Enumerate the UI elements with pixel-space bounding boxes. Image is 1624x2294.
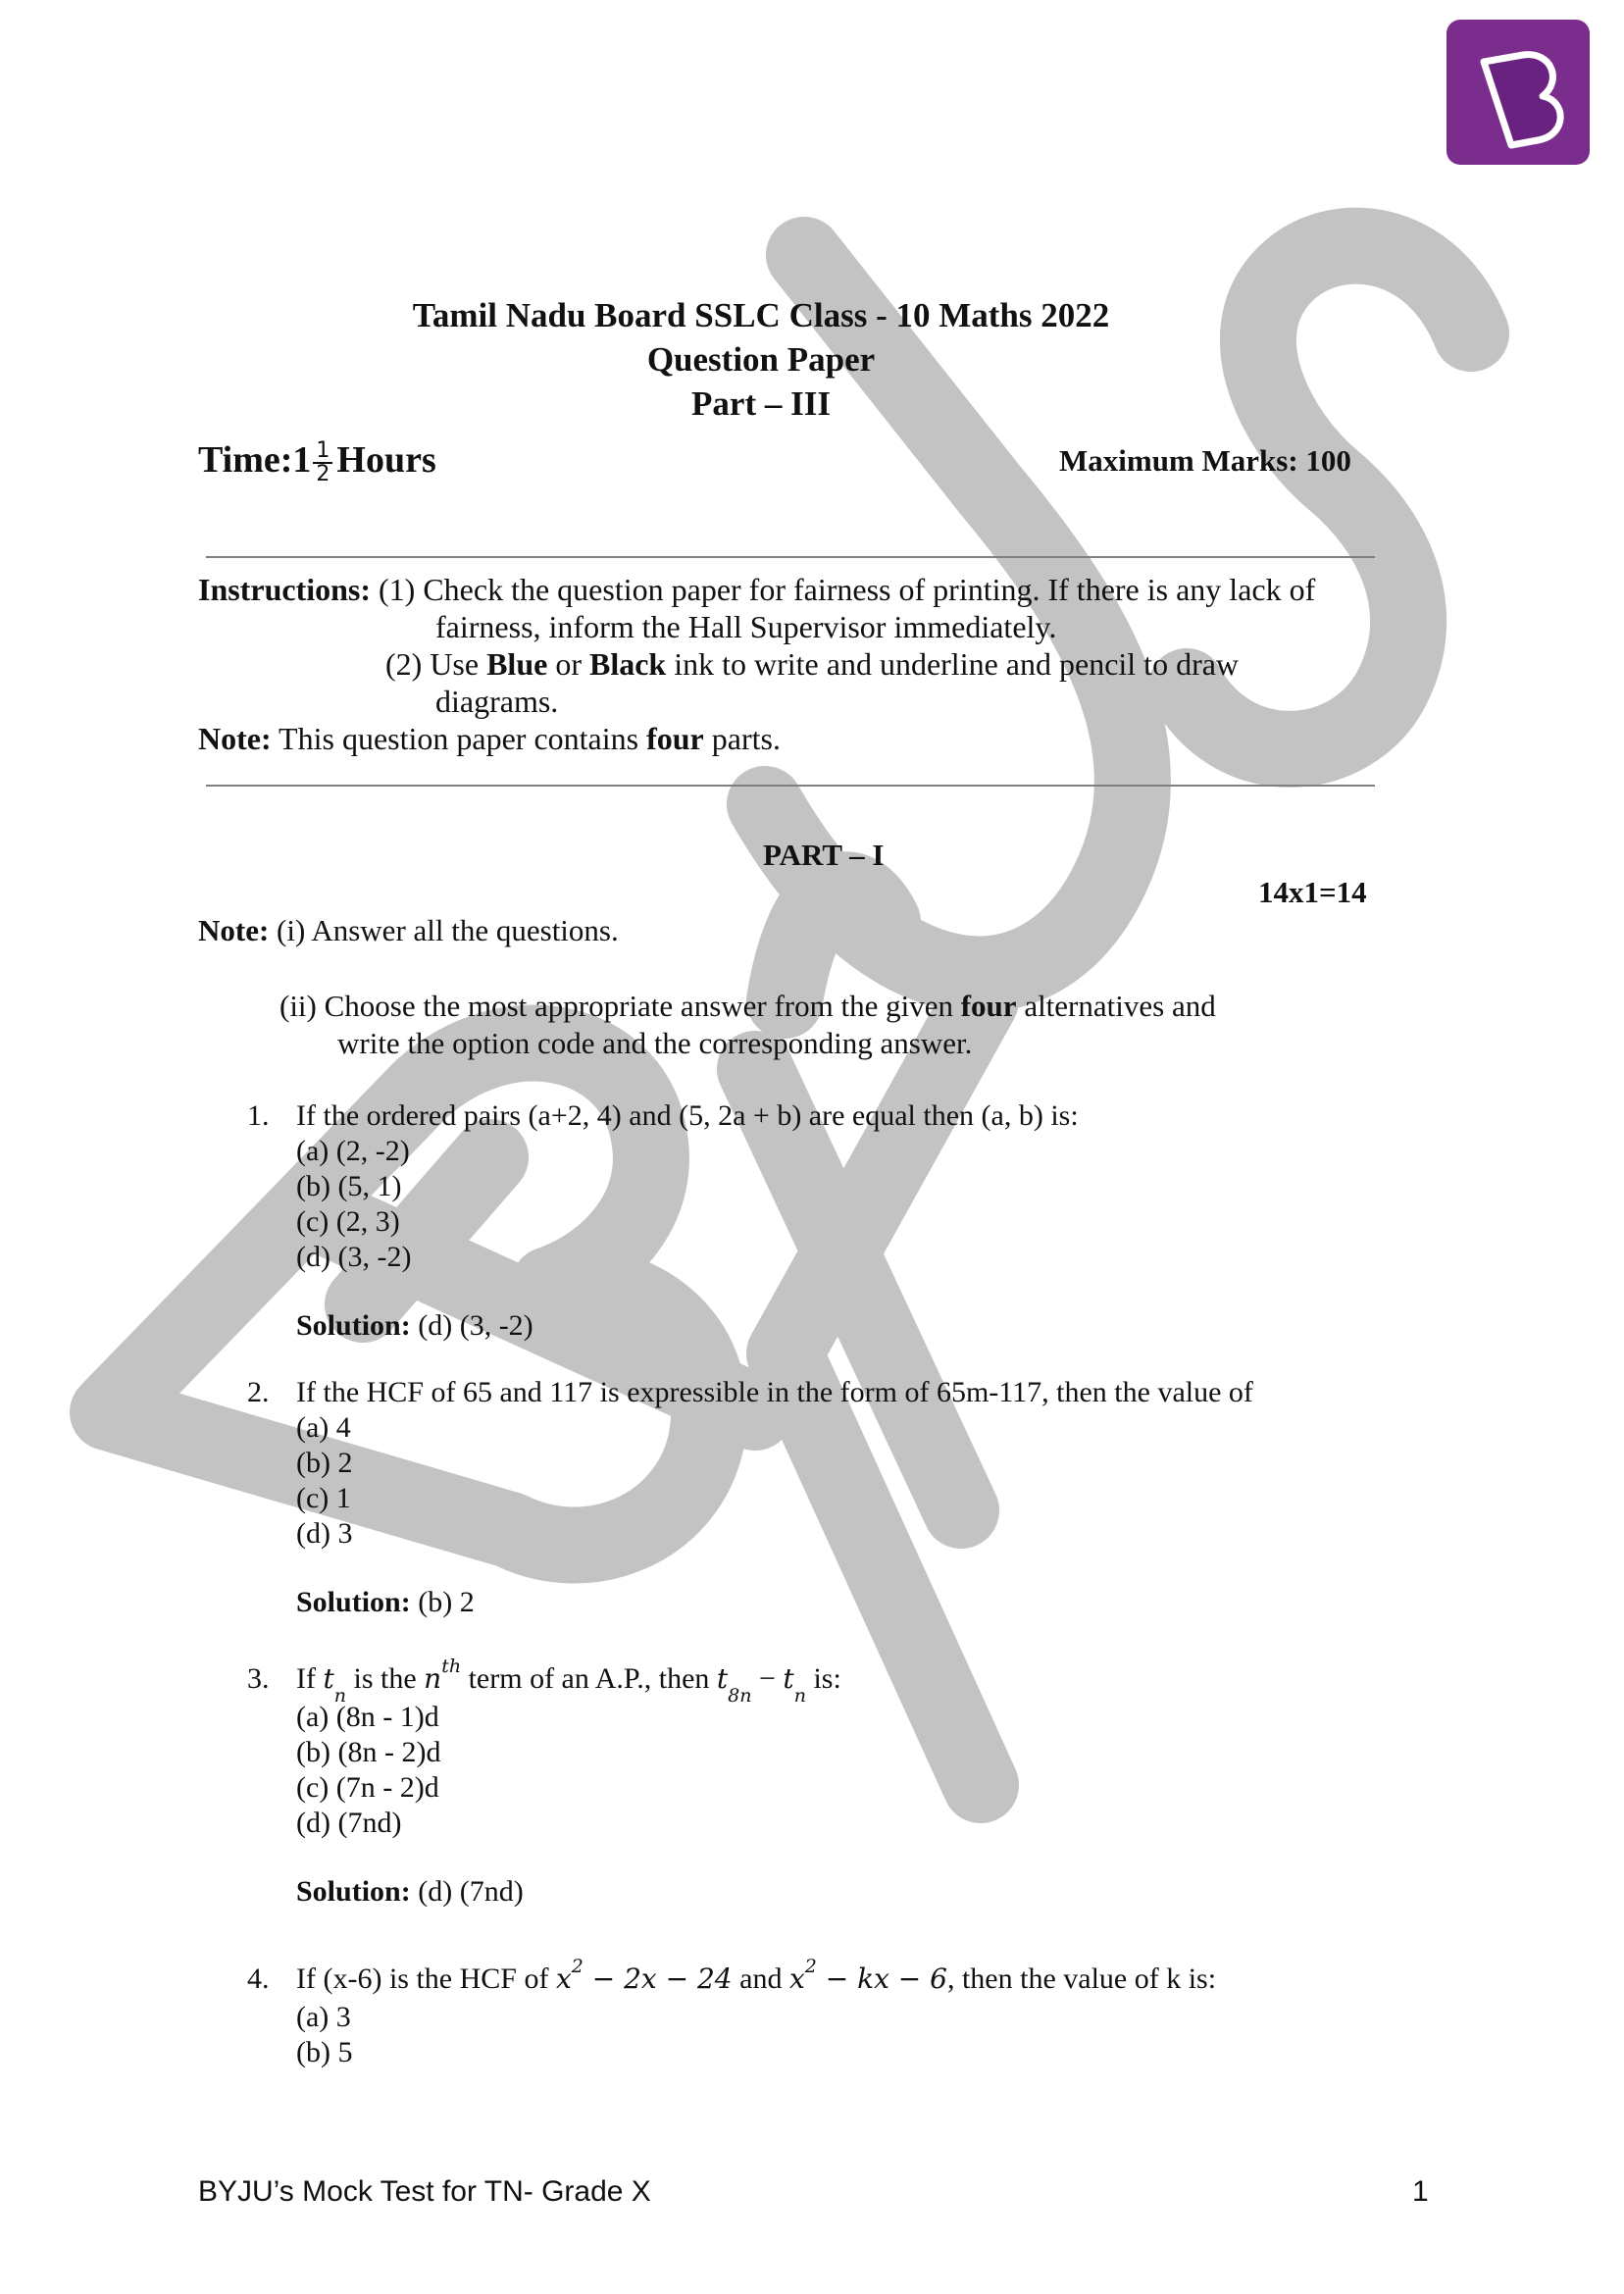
byjus-logo-icon <box>1445 18 1592 167</box>
time-fraction: $\frac{1}{2}$ <box>313 440 332 485</box>
time-allowed: Time:1 $\frac{1}{2}$ Hours <box>198 438 436 487</box>
divider-bottom <box>206 785 1375 787</box>
question-text: If (x-6) is the HCF of $x^2 - 2x - 24$ and $x^2$ − kx − 6, then the value of k is: <box>296 1956 1217 1995</box>
paper-title-line2: Question Paper <box>646 340 876 379</box>
divider-top <box>206 556 1375 558</box>
instructions-line2: fairness, inform the Hall Supervisor immediately. <box>435 609 1057 644</box>
note-four-parts: Note: This question paper contains four parts. <box>198 721 781 756</box>
maximum-marks: Maximum Marks: 100 <box>1059 443 1351 478</box>
option-d: (d) 3 <box>296 1517 353 1550</box>
part-note-ii-line2: write the option code and the corresponding answer. <box>337 1026 973 1060</box>
question-text: If $t_n$ is the $n^{th}$ term of an A.P., then $t_{8n} - t_n$ is: <box>296 1656 841 1707</box>
question-text: If the ordered pairs (a+2, 4) and (5, 2a + b) are equal then (a, b) is: <box>296 1099 1079 1132</box>
document-page: Tamil Nadu Board SSLC Class - 10 Maths 2022 Question Paper Part – III Time:1 $\frac{1}{2}$ Hours Maximum Marks: 100 Instructions: (1) Check the question paper for fairness of printing. If there is any lack of fairness, inform the Hall Supervisor immediately. (2) Use Blue or Black ink to write and underline and pencil to draw diagrams. Note: This question paper contains four parts. PART – I 14x1=14 Note: (i) Answer all the questions. (ii) Choose the most appropriate answer from the given four alternatives and write the option code and the corresponding answer. 1. If the ordered pairs (a+2, 4) and (5, 2a + b) are equal then (a, b) is: (a) (2, -2) (b) (5, 1) (c) (2, 3) (d) (3, -2) Solution: (d) (3, -2) 2. If the HCF of 65 and 117 is expressible in the form of 65m-117, then the value of (a) 4 (b) 2 (c) 1 (d) 3 Solution: (b) 2 3. If $t_n$ is the $n^{th}$ term of an A.P., then $t_{8n} - t_n$ is: (a) (8n - 1)d (b) (8n - 2)d (c) (7n - 2)d (d) (7nd) Solution: (d) (7nd) 4. If (x-6) is the HCF of $x^2 - 2x - 24$ and $x^2$ − kx − 6, then the value of k is: (a) 3 (b) 5 BYJU’s Mock Test for TN- Grade X 1 <box>0 0 1624 2294</box>
solution: Solution: (d) (3, -2) <box>296 1309 533 1342</box>
option-d: (d) (3, -2) <box>296 1241 412 1273</box>
option-c: (c) 1 <box>296 1482 351 1514</box>
option-c: (c) (7n - 2)d <box>296 1771 439 1804</box>
instructions-item2-line2: diagrams. <box>435 684 559 719</box>
option-a: (a) (2, -2) <box>296 1135 410 1167</box>
solution: Solution: (d) (7nd) <box>296 1875 524 1908</box>
part-marks: 14x1=14 <box>1258 875 1367 909</box>
option-b: (b) 2 <box>296 1447 353 1479</box>
footer-text: BYJU’s Mock Test for TN- Grade X <box>198 2175 651 2208</box>
option-c: (c) (2, 3) <box>296 1205 400 1238</box>
part-note-ii: (ii) Choose the most appropriate answer from the given four alternatives and <box>279 989 1216 1023</box>
question-text: If the HCF of 65 and 117 is expressible in the form of 65m-117, then the value of <box>296 1376 1253 1408</box>
part-heading: PART – I <box>763 838 885 872</box>
option-a: (a) (8n - 1)d <box>296 1701 439 1733</box>
solution: Solution: (b) 2 <box>296 1586 475 1618</box>
page-number: 1 <box>1412 2175 1429 2208</box>
instructions-line1: Instructions: (1) Check the question paper for fairness of printing. If there is any lack of <box>198 572 1316 607</box>
option-b: (b) (5, 1) <box>296 1170 402 1202</box>
paper-title-line1: Tamil Nadu Board SSLC Class - 10 Maths 2022 <box>412 296 1110 334</box>
part-note-i: Note: (i) Answer all the questions. <box>198 913 619 947</box>
option-a: (a) 4 <box>296 1411 351 1444</box>
option-b: (b) 5 <box>296 2036 353 2068</box>
paper-title-line3: Part – III <box>691 384 831 423</box>
option-d: (d) (7nd) <box>296 1807 402 1839</box>
option-b: (b) (8n - 2)d <box>296 1736 441 1768</box>
option-a: (a) 3 <box>296 2001 351 2033</box>
instructions-item2: (2) Use Blue or Black ink to write and underline and pencil to draw <box>385 646 1240 682</box>
